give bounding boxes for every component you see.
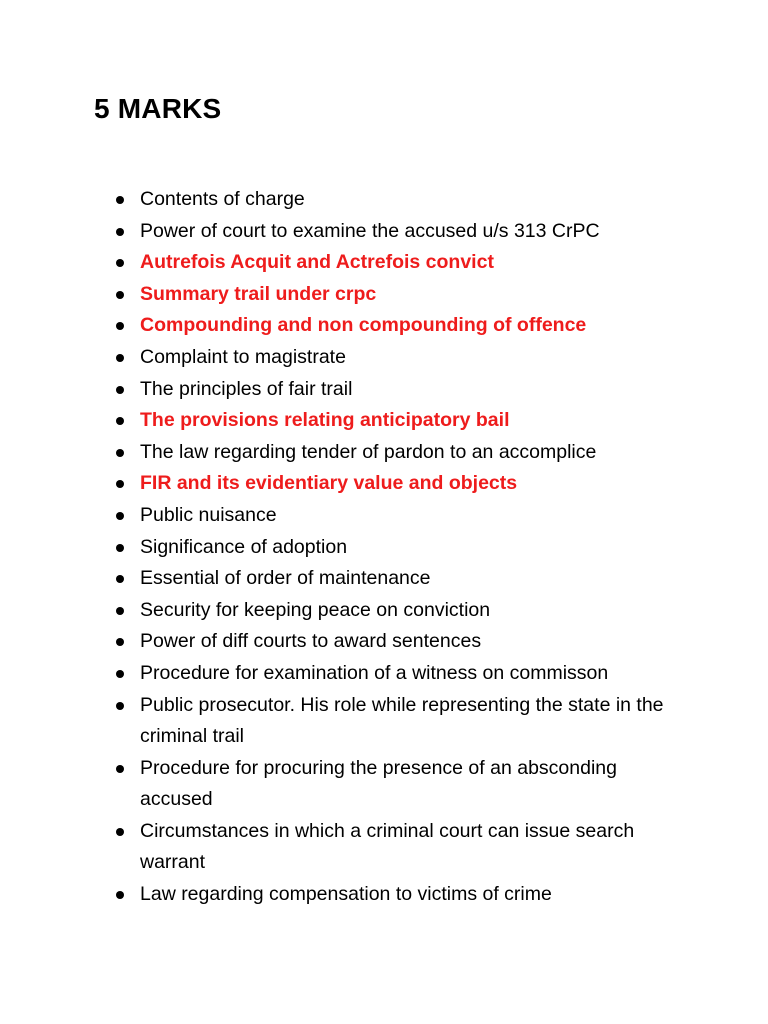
list-item-text: Compounding and non compounding of offence: [140, 314, 587, 337]
list-item-text: Power of diff courts to award sentences: [140, 630, 482, 653]
list-item-text: Public prosecutor. His role while representing the state in the criminal trail: [140, 693, 664, 748]
list-item: [0, 626, 768, 658]
bullet-icon: [116, 228, 124, 236]
list-item: [0, 532, 768, 564]
bullet-icon: [116, 512, 124, 520]
bullet-icon: [116, 702, 124, 710]
list-item-text: Public nuisance: [140, 503, 277, 526]
list-item-text: Essential of order of maintenance: [140, 567, 431, 590]
list-item: [0, 247, 768, 279]
bullet-icon: [116, 480, 124, 488]
list-item: [0, 563, 768, 595]
bullet-icon: [116, 417, 124, 425]
list-item: [0, 342, 768, 374]
bullet-icon: [116, 259, 124, 267]
list-item: [0, 690, 768, 753]
list-item-text: Security for keeping peace on conviction: [140, 598, 491, 621]
list-item-text: The principles of fair trail: [140, 377, 353, 400]
list-item-text: Procedure for procuring the presence of an absconding accused: [140, 756, 617, 811]
bullet-icon: [116, 828, 124, 836]
list-item: [0, 595, 768, 627]
bullet-icon: [116, 386, 124, 394]
list-item: [0, 879, 768, 911]
bullet-icon: [116, 607, 124, 615]
bullet-icon: [116, 670, 124, 678]
list-item: [0, 658, 768, 690]
list-item-text: Power of court to examine the accused u/s 313 CrPC: [140, 219, 600, 242]
list-item-text: Summary trail under crpc: [140, 282, 377, 305]
bullet-icon: [116, 544, 124, 552]
list-item-text: The law regarding tender of pardon to an accomplice: [140, 440, 597, 463]
list-item-text: Circumstances in which a criminal court can issue search warrant: [140, 819, 635, 874]
list-item-text: Significance of adoption: [140, 535, 348, 558]
topic-list: [0, 184, 768, 911]
list-item-text: FIR and its evidentiary value and objects: [140, 472, 518, 495]
list-item-text: Complaint to magistrate: [140, 345, 346, 368]
list-item: [0, 468, 768, 500]
list-item: [0, 279, 768, 311]
list-item-text: Law regarding compensation to victims of crime: [140, 883, 552, 906]
list-item: [0, 216, 768, 248]
bullet-icon: [116, 765, 124, 773]
list-item: [0, 753, 768, 816]
bullet-icon: [116, 196, 124, 204]
list-item-text: Autrefois Acquit and Actrefois convict: [140, 251, 494, 274]
list-item: [0, 437, 768, 469]
list-item: [0, 310, 768, 342]
list-item: [0, 184, 768, 216]
list-item-text: Procedure for examination of a witness on commisson: [140, 661, 609, 684]
bullet-icon: [116, 354, 124, 362]
list-item: [0, 374, 768, 406]
bullet-icon: [116, 322, 124, 330]
bullet-icon: [116, 449, 124, 457]
list-item: [0, 816, 768, 879]
bullet-icon: [116, 575, 124, 583]
bullet-icon: [116, 291, 124, 299]
list-item-text: Contents of charge: [140, 188, 305, 210]
list-item: [0, 405, 768, 437]
page-heading: 5 MARKS: [94, 93, 222, 124]
bullet-icon: [116, 638, 124, 646]
bullet-icon: [116, 891, 124, 899]
list-item: [0, 500, 768, 532]
list-item-text: The provisions relating anticipatory bail: [140, 409, 510, 432]
